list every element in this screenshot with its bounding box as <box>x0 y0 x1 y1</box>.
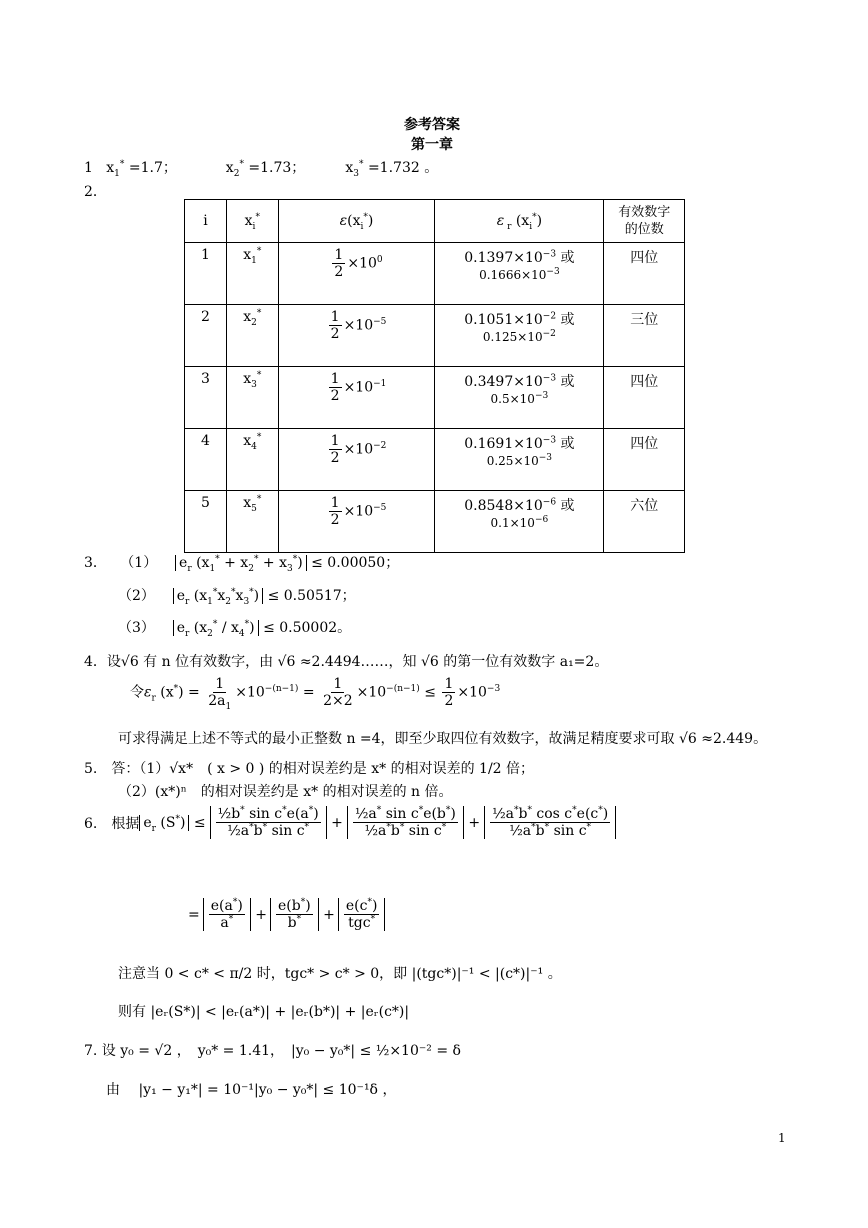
question-4-line-3: 可求得满足上述不等式的最小正整数 n =4，即至少取四位有效数字，故满足精度要求可取 √6 ≈2.449。 <box>118 731 768 747</box>
question-3-part-2: （2） $e_r$ $(x_1^*x_2^*x_3^*) \le 0.50517$； <box>118 587 356 607</box>
cell-digits: 三位 <box>604 305 685 367</box>
table-row <box>185 367 685 429</box>
chapter-title: 第一章 <box>411 137 453 153</box>
cell-epsr: $0.1397\times 10^{-3}$ 或 $0.1666\times 10^{-3}$ <box>435 243 604 305</box>
question-4-formula: 令$\varepsilon_r$ (x*) = $\frac{1}{2a_1}$ $\times 10^{-(n-1)}$ = $\frac{1}{2\times 2}$ $\times 10^{-(n-1)}$ ≤ $\frac{1}{2}$ $\times 10^{-3}$ <box>130 676 501 712</box>
cell-eps: $\frac{1}{2}$ $\times 10^{-5}$ <box>278 491 435 553</box>
cell-digits: 四位 <box>604 243 685 305</box>
cell-epsr: $0.1691\times 10^{-3}$ 或 $0.25\times 10^{-3}$ <box>435 429 604 491</box>
question-6-formula: 6. 根据 $e_r$ (S*) ≤ $\frac{\frac{1}{2}b^* \sin c^*e(a^*)}{\frac{1}{2}a^*b^* \sin c^*}$ + $\frac{\frac{1}{2}a^* \sin c^*e(b^*)}{\frac{1}{2}a^*b^* \sin c^*}$ + $\frac{\frac{1}{2}a^*b^* \cos c^*e(c^*)}{\frac{1}{2}a^*b^* \sin c^*}$ <box>84 806 616 839</box>
question-7-line-1: 7. 设 y₀ = √2 ， y₀* = 1.41， |y₀ − y₀*| ≤ ½×10⁻² = δ <box>84 1043 461 1059</box>
cell-epsr: $0.8548\times 10^{-6}$ 或 $0.1\times 10^{-6}$ <box>435 491 604 553</box>
cell-i: 3 <box>185 367 227 429</box>
header-i: i <box>185 200 227 243</box>
question-3-part-1: 3． （1） $e_r$ $(x_1^* + x_2^* + x_3^*) \le 0.00050$； <box>84 554 400 574</box>
cell-eps: $\frac{1}{2}$ $\times 10^{-1}$ <box>278 367 435 429</box>
header-epsr: ε $_r$ $(x_i^*)$ <box>435 200 604 243</box>
table-row <box>185 305 685 367</box>
header-eps: $\varepsilon(x_i^*)$ <box>278 200 435 243</box>
cell-digits: 四位 <box>604 367 685 429</box>
error-table <box>184 199 685 553</box>
question-7-line-2: 由 |y₁ − y₁*| = 10⁻¹|y₀ − y₀*| ≤ 10⁻¹δ ， <box>106 1082 397 1098</box>
question-5-line-1: 5. 答：（1）√x* ( x > 0 ) 的相对误差约是 x* 的相对误差的 1/2 倍； <box>84 761 535 777</box>
cell-i: 1 <box>185 243 227 305</box>
question-3-part-3: （3） $e_r$ $(x_2^* / x_4^*) \le 0.50002$。 <box>118 619 352 639</box>
cell-x: $x_5^*$ <box>226 491 278 553</box>
cell-eps: $\frac{1}{2}$ $\times 10^{-5}$ <box>278 305 435 367</box>
cell-i: 5 <box>185 491 227 553</box>
cell-x: $x_4^*$ <box>226 429 278 491</box>
table-row <box>185 491 685 553</box>
cell-x: $x_3^*$ <box>226 367 278 429</box>
question-5-line-2: （2）(x*)ⁿ 的相对误差约是 x* 的相对误差的 n 倍。 <box>118 784 453 800</box>
page-number: 1 <box>778 1131 786 1145</box>
cell-eps: $\frac{1}{2}$ $\times 10^0$ <box>278 243 435 305</box>
cell-x: $x_1^*$ <box>226 243 278 305</box>
question-6-note: 注意当 0 < c* < π/2 时，tgc* > c* > 0，即 |(tgc*)|⁻¹ < |(c*)|⁻¹ 。 <box>118 966 562 982</box>
cell-epsr: $0.3497\times 10^{-3}$ 或 $0.5\times 10^{-3}$ <box>435 367 604 429</box>
cell-i: 4 <box>185 429 227 491</box>
question-6-result: = $\frac{e(a^*)}{a^*}$ + $\frac{e(b^*)}{b^*}$ + $\frac{e(c^*)}{tgc^*}$ <box>188 898 385 931</box>
header-digits: 有效数字 的位数 <box>604 200 685 243</box>
question-4-line-1: 4．设√6 有 n 位有效数字，由 √6 ≈2.4494……，知 √6 的第一位有效数字 a₁=2。 <box>84 654 609 670</box>
cell-i: 2 <box>185 305 227 367</box>
cell-eps: $\frac{1}{2}$ $\times 10^{-2}$ <box>278 429 435 491</box>
question-6-conclusion: 则有 |eᵣ(S*)| < |eᵣ(a*)| + |eᵣ(b*)| + |eᵣ(c*)| <box>118 1004 410 1020</box>
cell-epsr: $0.1051\times 10^{-2}$ 或 $0.125\times 10^{-2}$ <box>435 305 604 367</box>
page-title: 参考答案 <box>404 117 460 133</box>
question-1: 1 $x_1^* =1.7$； $x_2^* =1.73$； $x_3^* =1.732$ 。 <box>84 159 439 179</box>
cell-digits: 六位 <box>604 491 685 553</box>
cell-digits: 四位 <box>604 429 685 491</box>
table-row <box>185 243 685 305</box>
cell-x: $x_2^*$ <box>226 305 278 367</box>
question-2-label: 2． <box>84 184 107 200</box>
table-row <box>185 429 685 491</box>
header-xi: $x_i^*$ <box>226 200 278 243</box>
